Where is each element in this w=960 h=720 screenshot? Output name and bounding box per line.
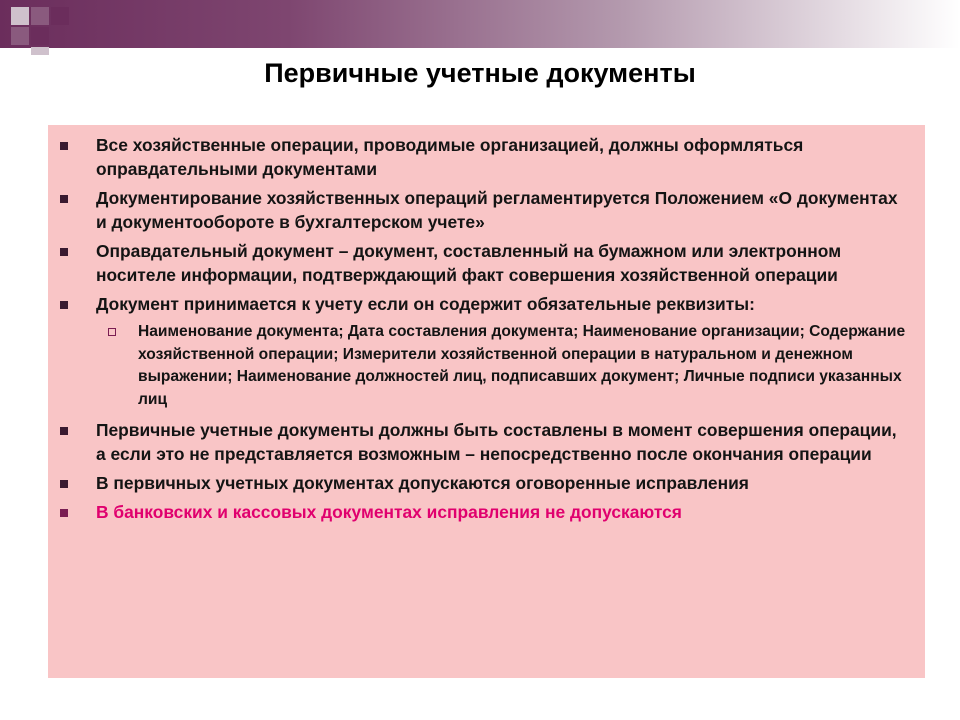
list-item-text: В первичных учетных документах допускаются оговоренные исправления (96, 473, 749, 493)
list-item-highlighted (58, 500, 908, 524)
list-item (58, 292, 908, 316)
decorative-square-icon (31, 47, 49, 55)
sub-list-item-text: Наименование документа; Дата составления документа; Наименование организации; Содержание хозяйственной операции; Измерители хозяйственной операции в натуральном и денежном выражении; Наименование должностей лиц, подписавших документ; Личные подписи указанных лиц (138, 323, 906, 408)
decorative-square-icon (11, 27, 29, 45)
decorative-square-icon (11, 7, 29, 25)
square-bullet-icon (60, 480, 68, 488)
list-item-text: В банковских и кассовых документах исправления не допускаются (96, 502, 682, 522)
square-bullet-icon (60, 301, 68, 309)
decorative-header-bar (0, 0, 960, 48)
list-item-text: Документирование хозяйственных операций регламентируется Положением «О документах и документообороте в бухгалтерском учете» (96, 188, 898, 232)
list-item (58, 133, 908, 181)
bullet-list (58, 133, 908, 529)
list-item (58, 418, 908, 466)
list-item-text: Все хозяйственные операции, проводимые организацией, должны оформляться оправдательными документами (96, 135, 804, 179)
list-item-text: Первичные учетные документы должны быть составлены в момент совершения операции, а если это не представляется возможным – непосредственно после окончания операции (96, 420, 897, 464)
square-bullet-icon (60, 427, 68, 435)
decorative-square-icon (31, 7, 49, 25)
decorative-square-icon (31, 27, 49, 45)
list-item (58, 186, 908, 234)
square-bullet-icon (60, 509, 68, 517)
square-bullet-icon (60, 142, 68, 150)
sub-list-item (58, 321, 908, 411)
decorative-square-icon (51, 7, 69, 25)
list-item-text: Оправдательный документ – документ, составленный на бумажном или электронном носителе информации, подтверждающий факт совершения хозяйственной операции (96, 241, 842, 285)
hollow-square-bullet-icon (108, 328, 116, 336)
square-bullet-icon (60, 195, 68, 203)
list-item-text: Документ принимается к учету если он содержит обязательные реквизиты: (96, 294, 755, 314)
square-bullet-icon (60, 248, 68, 256)
list-item (58, 239, 908, 287)
slide-title: Первичные учетные документы (264, 58, 696, 88)
list-item (58, 471, 908, 495)
